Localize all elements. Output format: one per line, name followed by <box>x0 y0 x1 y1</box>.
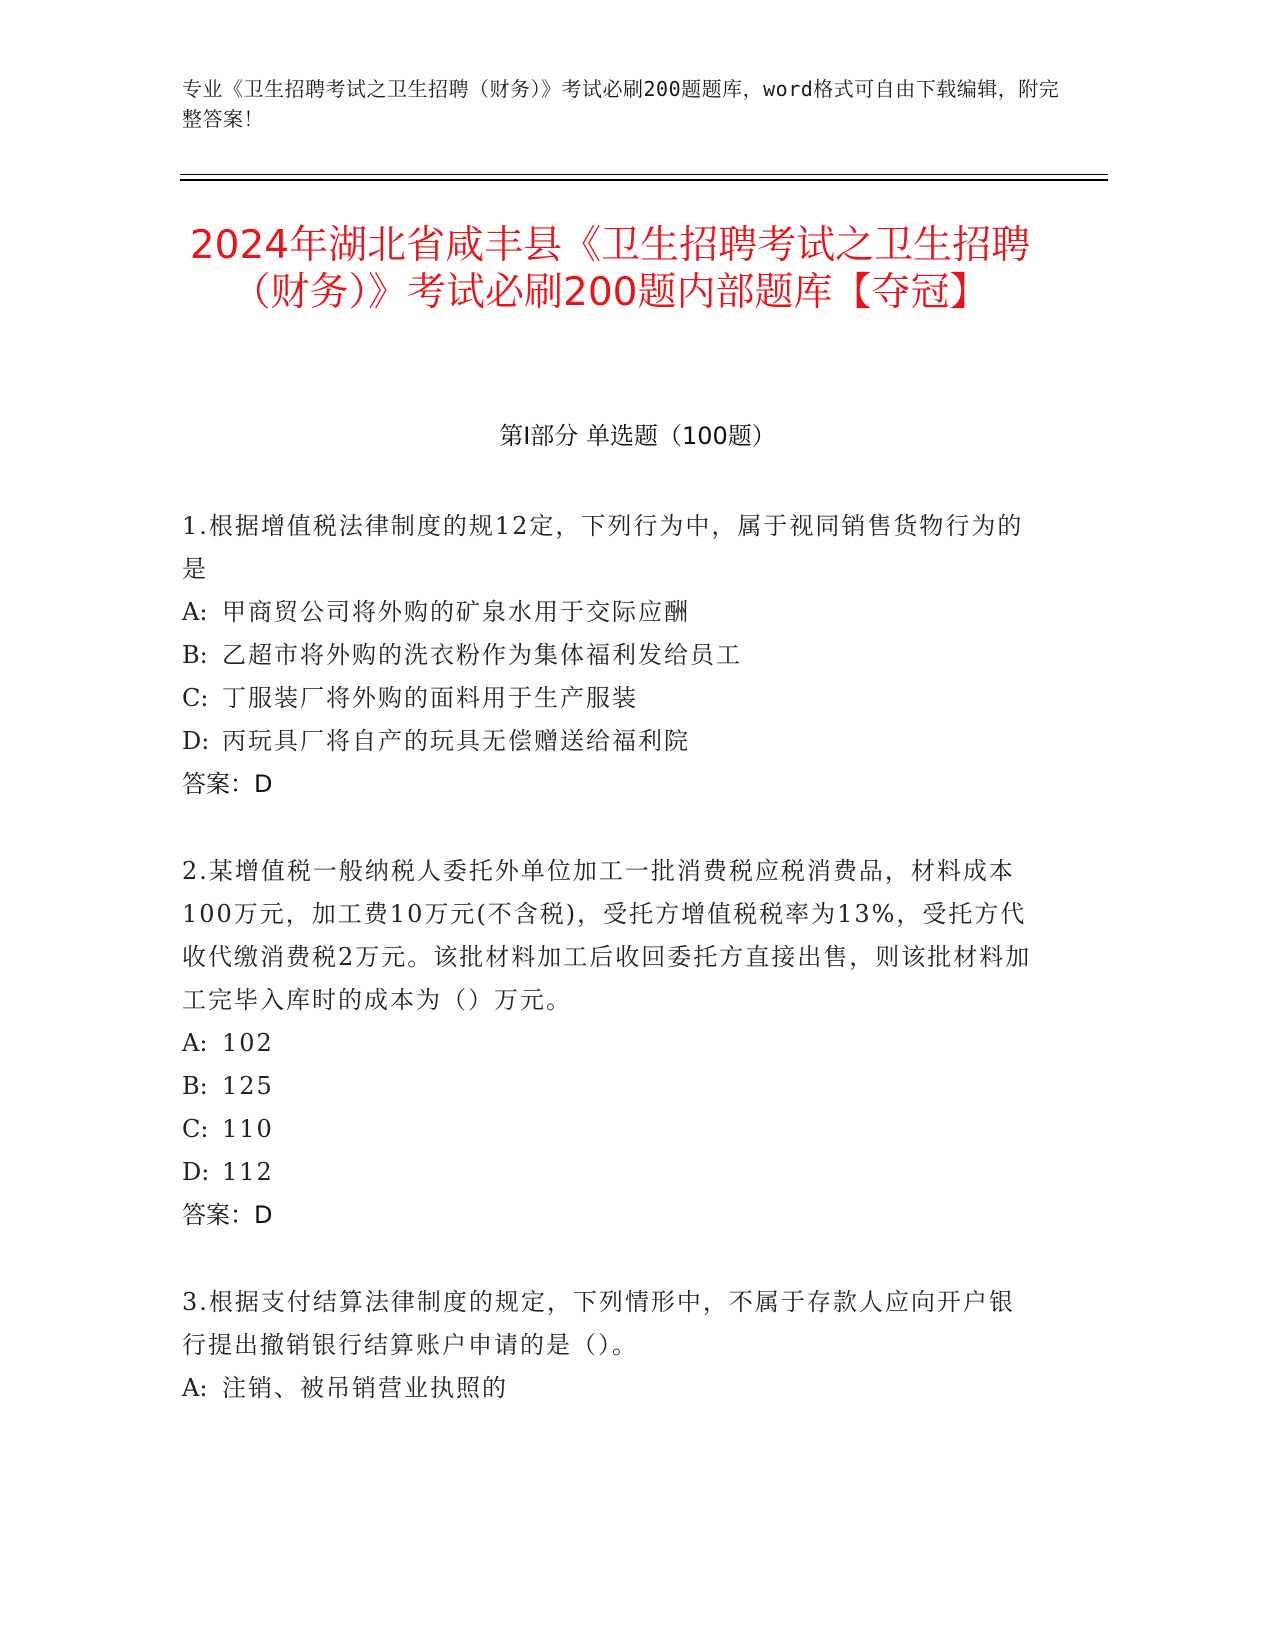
option-b <box>182 634 1032 677</box>
header-divider-thick <box>180 179 1108 181</box>
option-text: 丁服装厂将外购的面料用于生产服装 <box>222 684 638 712</box>
question-stem: 3.根据支付结算法律制度的规定，下列情形中，不属于存款人应向开户银行提出撤销银行结算账户申请的是（）。 <box>182 1288 1015 1359</box>
section-title: 第Ⅰ部分 单选题（100题） <box>499 422 776 450</box>
option-letter: D: <box>182 1158 210 1186</box>
option-letter: A: <box>182 598 208 626</box>
document-title: 2024年湖北省咸丰县《卫生招聘考试之卫生招聘（财务）》考试必刷200题内部题库【夺冠】 <box>189 223 1031 315</box>
option-letter: C: <box>182 1115 209 1143</box>
question-2 <box>182 850 1032 1237</box>
question-stem: 1.根据增值税法律制度的规12定，下列行为中，属于视同销售货物行为的是 <box>182 512 1024 583</box>
option-letter: D: <box>182 727 210 755</box>
option-letter: B: <box>182 641 208 669</box>
option-c <box>182 1108 1032 1151</box>
option-text: 102 <box>222 1029 274 1057</box>
option-b <box>182 1065 1032 1108</box>
option-text: 125 <box>222 1072 274 1100</box>
question-1 <box>182 505 1032 806</box>
header-divider-thin <box>180 174 1108 175</box>
option-text: 甲商贸公司将外购的矿泉水用于交际应酬 <box>222 598 690 626</box>
option-a <box>182 1367 1032 1410</box>
option-d <box>182 720 1032 763</box>
option-text: 丙玩具厂将自产的玩具无偿赠送给福利院 <box>222 727 690 755</box>
option-letter: B: <box>182 1072 208 1100</box>
option-text: 112 <box>222 1158 274 1186</box>
answer-line: 答案：D <box>182 770 273 798</box>
option-letter: C: <box>182 684 209 712</box>
option-text: 110 <box>222 1115 274 1143</box>
option-c <box>182 677 1032 720</box>
question-list <box>182 505 1032 1454</box>
option-letter: A: <box>182 1029 208 1057</box>
question-stem: 2.某增值税一般纳税人委托外单位加工一批消费税应税消费品，材料成本100万元，加工费10万元(不含税)，受托方增值税税率为13%，受托方代收代缴消费税2万元。该批材料加工后收回委托方直接出售，则该批材料加工完毕入库时的成本为（）万元。 <box>182 857 1032 1014</box>
option-text: 注销、被吊销营业执照的 <box>222 1374 508 1402</box>
question-3 <box>182 1281 1032 1410</box>
option-a <box>182 591 1032 634</box>
option-text: 乙超市将外购的洗衣粉作为集体福利发给员工 <box>222 641 742 669</box>
answer-line: 答案：D <box>182 1201 273 1229</box>
option-a <box>182 1022 1032 1065</box>
header-note: 专业《卫生招聘考试之卫生招聘（财务）》考试必刷200题题库，word格式可自由下载编辑，附完整答案！ <box>182 77 1060 131</box>
option-letter: A: <box>182 1374 208 1402</box>
option-d <box>182 1151 1032 1194</box>
